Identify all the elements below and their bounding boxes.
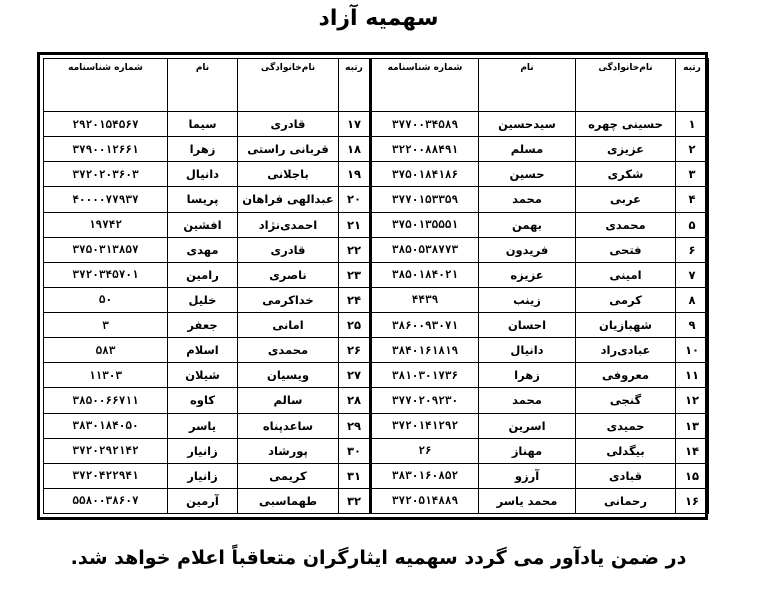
- cell-last-name-2: قربانی راستی: [238, 137, 339, 162]
- cell-last-name: حسینی چهره: [576, 112, 676, 137]
- cell-rank-2: ۳۱: [339, 463, 371, 488]
- cell-first-name-2: آرمین: [168, 488, 238, 513]
- cell-rank: ۱: [676, 112, 709, 137]
- cell-last-name: امینی: [576, 262, 676, 287]
- cell-id-number: ۳۸۱۰۳۰۱۷۳۶: [371, 363, 479, 388]
- cell-id-number: ۳۷۷۰۲۰۹۲۳۰: [371, 388, 479, 413]
- cell-last-name: شهبازیان: [576, 313, 676, 338]
- header-row: [44, 59, 709, 112]
- cell-first-name-2: زانیار: [168, 438, 238, 463]
- header-last-name-2: نام‌خانوادگی: [238, 59, 339, 112]
- cell-last-name: حمیدی: [576, 413, 676, 438]
- cell-rank-2: ۲۷: [339, 363, 371, 388]
- cell-last-name: کرمی: [576, 287, 676, 312]
- cell-last-name: رحمانی: [576, 488, 676, 513]
- roster-table: [43, 58, 709, 514]
- cell-last-name-2: پورشاد: [238, 438, 339, 463]
- cell-rank-2: ۲۲: [339, 237, 371, 262]
- cell-rank: ۹: [676, 313, 709, 338]
- cell-id-number: ۳۸۳۰۱۶۰۸۵۲: [371, 463, 479, 488]
- table-row: [44, 413, 709, 438]
- cell-first-name: حسین: [479, 162, 576, 187]
- cell-rank-2: ۲۸: [339, 388, 371, 413]
- cell-first-name-2: مهدی: [168, 237, 238, 262]
- table-row: [44, 262, 709, 287]
- cell-rank-2: ۱۷: [339, 112, 371, 137]
- cell-last-name-2: ناصری: [238, 262, 339, 287]
- cell-first-name-2: یاسر: [168, 413, 238, 438]
- cell-last-name-2: ساعدپناه: [238, 413, 339, 438]
- header-id-number: شماره شناسنامه: [371, 59, 479, 112]
- table-row: [44, 237, 709, 262]
- table-row: [44, 363, 709, 388]
- header-rank: رتبه: [676, 59, 709, 112]
- cell-first-name-2: رامین: [168, 262, 238, 287]
- cell-id-number-2: ۴۰۰۰۰۷۷۹۳۷: [44, 187, 168, 212]
- cell-rank: ۴: [676, 187, 709, 212]
- table-row: [44, 212, 709, 237]
- cell-first-name-2: جعفر: [168, 313, 238, 338]
- cell-first-name: سیدحسین: [479, 112, 576, 137]
- cell-id-number: ۴۴۳۹: [371, 287, 479, 312]
- cell-rank-2: ۱۹: [339, 162, 371, 187]
- header-first-name-2: نام: [168, 59, 238, 112]
- table-row: [44, 162, 709, 187]
- cell-id-number: ۲۶: [371, 438, 479, 463]
- table-row: [44, 388, 709, 413]
- cell-rank-2: ۲۴: [339, 287, 371, 312]
- header-first-name: نام: [479, 59, 576, 112]
- cell-first-name: زینب: [479, 287, 576, 312]
- cell-rank-2: ۱۸: [339, 137, 371, 162]
- cell-id-number: ۳۸۴۰۱۶۱۸۱۹: [371, 338, 479, 363]
- cell-id-number-2: ۱۱۳۰۳: [44, 363, 168, 388]
- cell-last-name: عربی: [576, 187, 676, 212]
- cell-first-name: مسلم: [479, 137, 576, 162]
- cell-id-number-2: ۲۹۲۰۱۵۴۵۶۷: [44, 112, 168, 137]
- cell-id-number-2: ۱۹۷۴۲: [44, 212, 168, 237]
- cell-first-name: مهناز: [479, 438, 576, 463]
- cell-rank-2: ۲۶: [339, 338, 371, 363]
- cell-last-name-2: امانی: [238, 313, 339, 338]
- cell-last-name-2: طهماسبی: [238, 488, 339, 513]
- cell-first-name-2: پریسا: [168, 187, 238, 212]
- cell-first-name: زهرا: [479, 363, 576, 388]
- roster-body: [44, 112, 709, 514]
- cell-last-name-2: خداکرمی: [238, 287, 339, 312]
- cell-rank: ۱۳: [676, 413, 709, 438]
- cell-id-number: ۳۷۲۰۱۴۱۲۹۲: [371, 413, 479, 438]
- cell-rank: ۱۵: [676, 463, 709, 488]
- cell-last-name: فتحی: [576, 237, 676, 262]
- cell-rank: ۱۴: [676, 438, 709, 463]
- cell-id-number-2: ۳۷۵۰۳۱۳۸۵۷: [44, 237, 168, 262]
- cell-last-name-2: قادری: [238, 112, 339, 137]
- cell-first-name: محمد یاسر: [479, 488, 576, 513]
- cell-last-name-2: احمدی‌نژاد: [238, 212, 339, 237]
- cell-id-number-2: ۳: [44, 313, 168, 338]
- cell-first-name: عزیزه: [479, 262, 576, 287]
- cell-first-name-2: افشین: [168, 212, 238, 237]
- cell-id-number-2: ۳۷۲۰۲۰۳۶۰۳: [44, 162, 168, 187]
- cell-rank: ۱۲: [676, 388, 709, 413]
- cell-id-number-2: ۳۷۲۰۳۴۵۷۰۱: [44, 262, 168, 287]
- cell-first-name: اسرین: [479, 413, 576, 438]
- cell-rank-2: ۲۱: [339, 212, 371, 237]
- cell-rank: ۱۰: [676, 338, 709, 363]
- cell-id-number: ۳۷۷۰۰۳۴۵۸۹: [371, 112, 479, 137]
- cell-first-name: محمد: [479, 388, 576, 413]
- table-row: [44, 438, 709, 463]
- table-row: [44, 463, 709, 488]
- cell-id-number: ۳۷۵۰۱۸۴۱۸۶: [371, 162, 479, 187]
- cell-rank-2: ۲۳: [339, 262, 371, 287]
- cell-last-name: عزیزی: [576, 137, 676, 162]
- cell-last-name: گنجی: [576, 388, 676, 413]
- cell-rank: ۸: [676, 287, 709, 312]
- cell-first-name-2: اسلام: [168, 338, 238, 363]
- cell-id-number-2: ۳۷۹۰۰۱۲۶۶۱: [44, 137, 168, 162]
- cell-rank-2: ۲۵: [339, 313, 371, 338]
- cell-id-number: ۳۸۶۰۰۹۳۰۷۱: [371, 313, 479, 338]
- cell-id-number: ۳۷۵۰۱۳۵۵۵۱: [371, 212, 479, 237]
- cell-rank-2: ۲۰: [339, 187, 371, 212]
- table-row: [44, 313, 709, 338]
- cell-id-number: ۳۸۵۰۱۸۴۰۲۱: [371, 262, 479, 287]
- table-row: [44, 488, 709, 513]
- cell-last-name-2: محمدی: [238, 338, 339, 363]
- cell-first-name: بهمن: [479, 212, 576, 237]
- cell-last-name-2: عبدالهی فراهان: [238, 187, 339, 212]
- table-row: [44, 137, 709, 162]
- cell-last-name-2: کریمی: [238, 463, 339, 488]
- table-row: [44, 287, 709, 312]
- cell-rank: ۲: [676, 137, 709, 162]
- header-id-number-2: شماره شناسنامه: [44, 59, 168, 112]
- cell-first-name-2: زهرا: [168, 137, 238, 162]
- cell-first-name: فریدون: [479, 237, 576, 262]
- cell-first-name-2: سیما: [168, 112, 238, 137]
- footer-note: در ضمن یادآور می گردد سهمیه ایثارگران متعاقباً اعلام خواهد شد.: [70, 547, 687, 569]
- cell-id-number-2: ۵۰: [44, 287, 168, 312]
- cell-last-name: شکری: [576, 162, 676, 187]
- cell-last-name: قبادی: [576, 463, 676, 488]
- cell-rank-2: ۳۲: [339, 488, 371, 513]
- cell-rank: ۱۱: [676, 363, 709, 388]
- cell-id-number-2: ۳۷۲۰۴۲۲۹۴۱: [44, 463, 168, 488]
- table-row: [44, 112, 709, 137]
- cell-last-name-2: باجلانی: [238, 162, 339, 187]
- cell-first-name: احسان: [479, 313, 576, 338]
- cell-last-name-2: قادری: [238, 237, 339, 262]
- cell-last-name: عبادی‌راد: [576, 338, 676, 363]
- table-row: [44, 187, 709, 212]
- cell-first-name-2: دانیال: [168, 162, 238, 187]
- cell-id-number-2: ۵۵۸۰۰۳۸۶۰۷: [44, 488, 168, 513]
- cell-id-number: ۳۸۵۰۵۳۸۷۷۳: [371, 237, 479, 262]
- cell-rank: ۶: [676, 237, 709, 262]
- cell-last-name-2: ویسیان: [238, 363, 339, 388]
- cell-id-number: ۳۲۲۰۰۸۸۴۹۱: [371, 137, 479, 162]
- cell-id-number: ۳۷۲۰۵۱۴۸۸۹: [371, 488, 479, 513]
- cell-first-name: آرزو: [479, 463, 576, 488]
- cell-rank: ۷: [676, 262, 709, 287]
- cell-rank-2: ۲۹: [339, 413, 371, 438]
- cell-last-name: محمدی: [576, 212, 676, 237]
- cell-last-name: بیگدلی: [576, 438, 676, 463]
- cell-id-number-2: ۳۷۲۰۲۹۲۱۴۲: [44, 438, 168, 463]
- cell-first-name: دانیال: [479, 338, 576, 363]
- table-row: [44, 338, 709, 363]
- cell-first-name-2: خلیل: [168, 287, 238, 312]
- roster-table-frame: [37, 52, 708, 520]
- header-rank-2: رتبه: [339, 59, 371, 112]
- cell-first-name-2: زانیار: [168, 463, 238, 488]
- header-last-name: نام‌خانوادگی: [576, 59, 676, 112]
- cell-rank-2: ۳۰: [339, 438, 371, 463]
- cell-last-name: معروفی: [576, 363, 676, 388]
- cell-last-name-2: سالم: [238, 388, 339, 413]
- cell-first-name-2: کاوه: [168, 388, 238, 413]
- cell-rank: ۳: [676, 162, 709, 187]
- page-title: سهمیه آزاد: [318, 6, 439, 31]
- cell-id-number: ۳۷۷۰۱۵۳۳۵۹: [371, 187, 479, 212]
- cell-first-name: محمد: [479, 187, 576, 212]
- cell-id-number-2: ۵۸۳: [44, 338, 168, 363]
- cell-id-number-2: ۳۸۵۰۰۶۶۷۱۱: [44, 388, 168, 413]
- cell-rank: ۱۶: [676, 488, 709, 513]
- cell-first-name-2: شیلان: [168, 363, 238, 388]
- cell-id-number-2: ۳۸۳۰۱۸۴۰۵۰: [44, 413, 168, 438]
- cell-rank: ۵: [676, 212, 709, 237]
